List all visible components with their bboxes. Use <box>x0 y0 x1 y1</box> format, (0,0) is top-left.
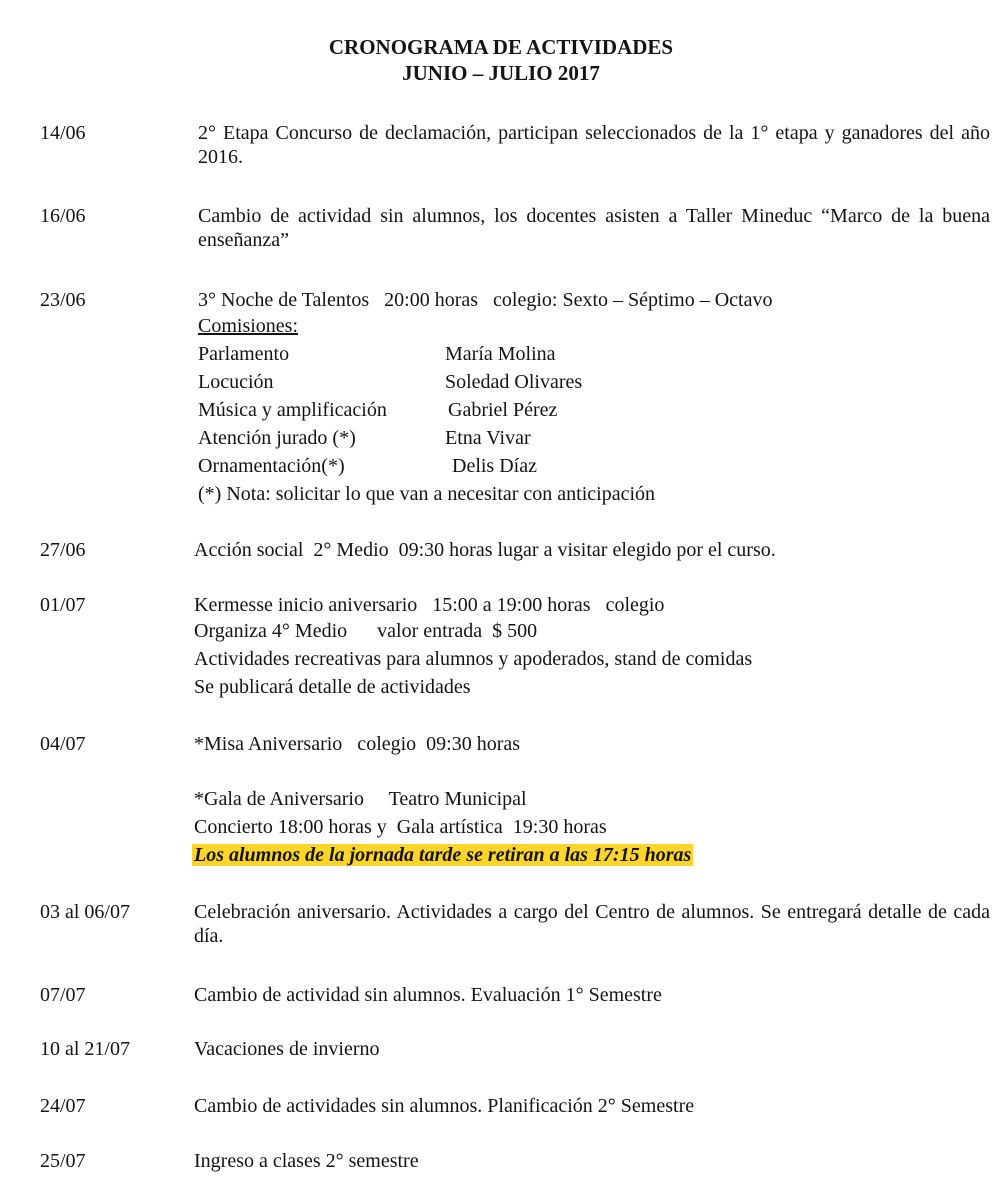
comision-name: Etna Vivar <box>445 427 531 449</box>
page-subtitle: JUNIO – JULIO 2017 <box>402 61 600 85</box>
entry-text-line: Organiza 4° Medio valor entrada $ 500 <box>194 620 538 642</box>
entry-text: Cambio de actividad sin alumnos. Evaluación 1° Semestre <box>194 984 662 1006</box>
entry-text: Ingreso a clases 2° semestre <box>194 1150 419 1172</box>
comision-role: Música y amplificación <box>198 399 387 421</box>
comision-role: Atención jurado (*) <box>198 427 356 449</box>
entry-date: 16/06 <box>40 205 86 227</box>
comision-role: Locución <box>198 371 274 393</box>
gala-text: *Gala de Aniversario Teatro Municipal <box>194 788 527 810</box>
comision-name: María Molina <box>445 343 556 365</box>
comision-name: Delis Díaz <box>452 455 537 477</box>
entry-date: 23/06 <box>40 289 86 311</box>
entry-text: 3° Noche de Talentos 20:00 horas colegio: Sexto – Séptimo – Octavo <box>198 289 773 311</box>
entry-text-line: Actividades recreativas para alumnos y apoderados, stand de comidas <box>194 648 753 670</box>
entry-text: Celebración aniversario. Actividades a cargo del Centro de alumnos. Se entregará detalle de cada día. <box>194 901 990 947</box>
entry-text: Vacaciones de invierno <box>194 1038 380 1060</box>
entry-date: 25/07 <box>40 1150 86 1172</box>
entry-text: Acción social 2° Medio 09:30 horas lugar a visitar elegido por el curso. <box>194 539 776 561</box>
misa-text: *Misa Aniversario colegio 09:30 horas <box>194 733 521 755</box>
entry-text-line: Kermesse inicio aniversario 15:00 a 19:00 horas colegio <box>194 594 665 616</box>
entry-date: 24/07 <box>40 1095 86 1117</box>
comision-name: Gabriel Pérez <box>448 399 558 421</box>
highlight-note: Los alumnos de la jornada tarde se retiran a las 17:15 horas <box>194 844 692 866</box>
comisiones-note: (*) Nota: solicitar lo que van a necesitar con anticipación <box>198 483 656 505</box>
page-title: CRONOGRAMA DE ACTIVIDADES <box>328 35 674 59</box>
entry-date: 07/07 <box>40 984 86 1006</box>
entry-date: 03 al 06/07 <box>40 901 130 923</box>
entry-date: 10 al 21/07 <box>40 1038 130 1060</box>
entry-text: Cambio de actividades sin alumnos. Planificación 2° Semestre <box>194 1095 695 1117</box>
comision-role: Parlamento <box>198 343 290 365</box>
entry-text: Cambio de actividad sin alumnos, los docentes asisten a Taller Mineduc “Marco de la buena enseñanza” <box>198 205 990 251</box>
comision-role: Ornamentación(*) <box>198 455 345 477</box>
entry-date: 01/07 <box>40 594 86 616</box>
entry-text-line: Se publicará detalle de actividades <box>194 676 471 698</box>
entry-text: 2° Etapa Concurso de declamación, participan seleccionados de la 1° etapa y ganadores del año 2016. <box>198 122 990 168</box>
entry-date: 27/06 <box>40 539 86 561</box>
comisiones-label: Comisiones: <box>198 315 299 337</box>
concierto-text: Concierto 18:00 horas y Gala artística 19:30 horas <box>194 816 607 838</box>
comision-name: Soledad Olivares <box>445 371 583 393</box>
entry-date: 04/07 <box>40 733 86 755</box>
entry-date: 14/06 <box>40 122 86 144</box>
